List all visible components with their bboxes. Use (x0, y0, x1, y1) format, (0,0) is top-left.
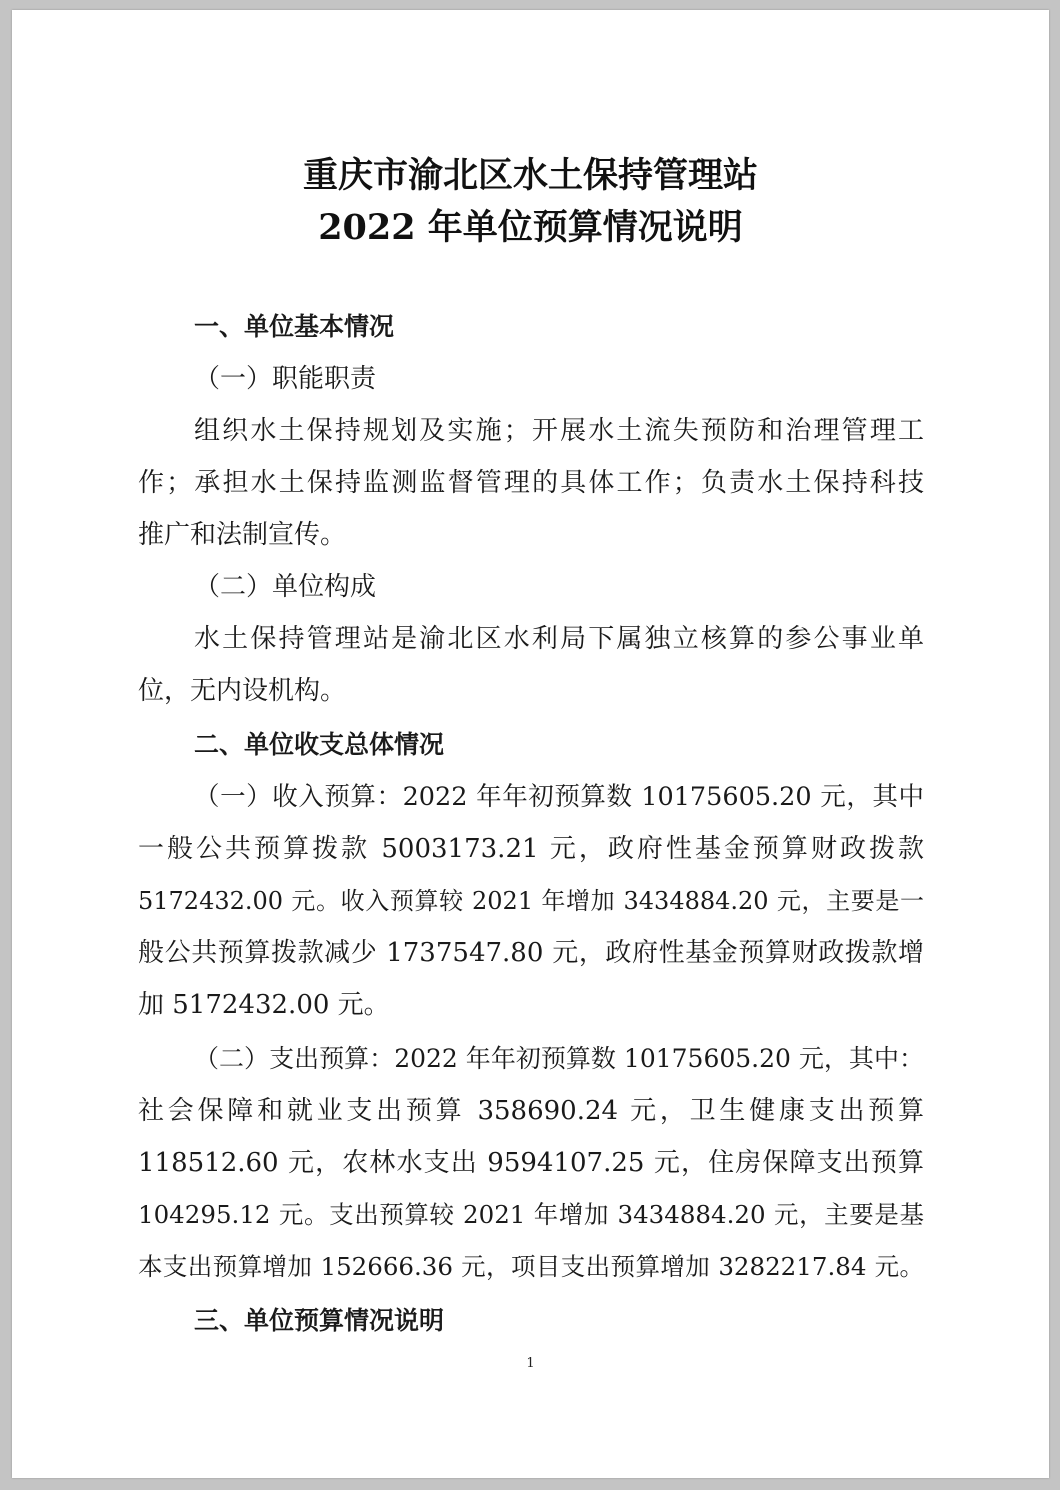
paragraph-line: 般公共预算拨款减少 1737547.80 元，政府性基金预算财政拨款增 (138, 938, 924, 968)
paragraph-line: （二）支出预算：2022 年年初预算数 10175605.20 元，其中： (194, 1044, 924, 1073)
paragraph-line: 作；承担水土保持监测监督管理的具体工作；负责水土保持科技 (138, 468, 924, 498)
section-heading-basic-info: 一、单位基本情况 (194, 312, 395, 341)
paragraph-line: 推广和法制宣传。 (138, 520, 347, 550)
page-number: 1 (526, 1356, 535, 1371)
paragraph-line: （一）收入预算：2022 年年初预算数 10175605.20 元，其中 (194, 782, 924, 812)
paragraph-line: 本支出预算增加 152666.36 元，项目支出预算增加 3282217.84 元。 (138, 1252, 924, 1281)
paragraph-line: 118512.60 元，农林水支出 9594107.25 元，住房保障支出预算 (138, 1148, 924, 1178)
paragraph-line: 水土保持管理站是渝北区水利局下属独立核算的参公事业单 (194, 624, 924, 654)
paragraph-line: 社会保障和就业支出预算 358690.24 元，卫生健康支出预算 (138, 1096, 924, 1126)
paragraph-line: 加 5172432.00 元。 (138, 990, 390, 1020)
document-title-line-1: 重庆市渝北区水土保持管理站 (302, 155, 758, 196)
subsection-heading-duties: （一）职能职责 (194, 364, 377, 394)
document-title-line-2: 2022 年单位预算情况说明 (318, 207, 743, 248)
paragraph-line: 104295.12 元。支出预算较 2021 年增加 3434884.20 元，主要是基 (138, 1200, 924, 1229)
document-page (12, 10, 1049, 1478)
paragraph-line: 位，无内设机构。 (138, 676, 347, 706)
paragraph-line: 一般公共预算拨款 5003173.21 元，政府性基金预算财政拨款 (138, 834, 924, 864)
subsection-heading-composition: （二）单位构成 (194, 572, 377, 602)
paragraph-line: 5172432.00 元。收入预算较 2021 年增加 3434884.20 元，主要是一 (138, 887, 924, 915)
paragraph-line: 组织水土保持规划及实施；开展水土流失预防和治理管理工 (194, 416, 924, 446)
section-heading-income-expense: 二、单位收支总体情况 (194, 730, 445, 759)
section-heading-budget-description: 三、单位预算情况说明 (194, 1306, 445, 1335)
